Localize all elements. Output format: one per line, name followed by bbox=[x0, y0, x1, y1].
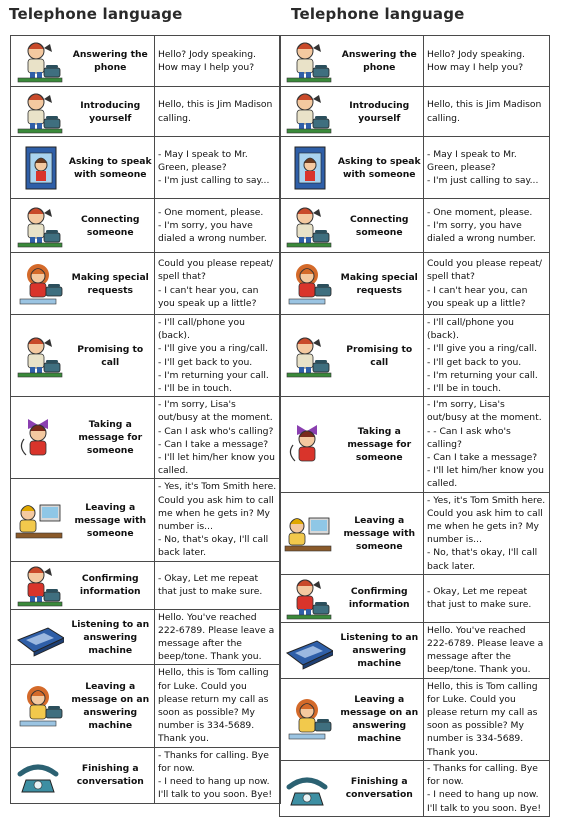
man-with-hat-icon bbox=[283, 575, 333, 621]
answering-machine-icon bbox=[283, 627, 333, 673]
table-row bbox=[280, 574, 550, 622]
man-at-desk-icon bbox=[14, 333, 64, 379]
man-with-handset-icon bbox=[14, 89, 64, 135]
page-title-right: Telephone language bbox=[291, 5, 465, 23]
phrase-text: - I'll call/phone you (back). - I'll give you a ring/call. - I'll get back to you. - I'm returning your call. - I'll be in touch. bbox=[155, 315, 281, 397]
situation-label: Leaving a message with someone bbox=[336, 492, 424, 574]
situation-label: Taking a message for someone bbox=[67, 397, 155, 479]
man-at-phone-icon bbox=[14, 38, 64, 84]
excited-woman-icon bbox=[283, 696, 333, 742]
man-with-hat-icon bbox=[14, 562, 64, 608]
illustration-cell bbox=[11, 253, 67, 315]
phrase-table-right bbox=[279, 35, 550, 817]
table-row bbox=[11, 665, 281, 747]
situation-label: Confirming information bbox=[336, 574, 424, 622]
situation-label: Making special requests bbox=[336, 253, 424, 315]
excited-woman-icon bbox=[14, 683, 64, 729]
girl-with-bow-icon bbox=[283, 421, 333, 467]
table-row bbox=[280, 36, 550, 87]
phrase-text: - Thanks for calling. Bye for now. - I need to hang up now. I'll talk to you soon. Bye! bbox=[155, 747, 281, 803]
phrase-text: - Okay, Let me repeat that just to make sure. bbox=[155, 561, 281, 609]
situation-label: Leaving a message with someone bbox=[67, 479, 155, 561]
illustration-cell bbox=[280, 87, 336, 137]
illustration-cell bbox=[11, 137, 67, 199]
girl-with-bow-icon bbox=[14, 415, 64, 461]
man-at-computer-icon bbox=[14, 497, 64, 543]
phrase-text: - Yes, it's Tom Smith here. Could you ask him to call me when he gets in? My number is... - No, that's okay, I'll call back later. bbox=[155, 479, 281, 561]
illustration-cell bbox=[11, 479, 67, 561]
illustration-cell bbox=[280, 622, 336, 678]
situation-label: Introducing yourself bbox=[336, 87, 424, 137]
table-row bbox=[11, 479, 281, 561]
situation-label: Promising to call bbox=[67, 315, 155, 397]
situation-label: Finishing a conversation bbox=[336, 760, 424, 816]
phrase-text: - May I speak to Mr. Green, please? - I'm just calling to say... bbox=[424, 137, 550, 199]
phrase-text: Hello, this is Jim Madison calling. bbox=[155, 87, 281, 137]
illustration-cell bbox=[280, 492, 336, 574]
illustration-cell bbox=[11, 36, 67, 87]
table-row bbox=[280, 137, 550, 199]
phrase-text: Hello. You've reached 222-6789. Please leave a message after the beep/tone. Thank you. bbox=[424, 622, 550, 678]
illustration-cell bbox=[11, 315, 67, 397]
table-row bbox=[11, 36, 281, 87]
illustration-cell bbox=[11, 747, 67, 803]
table-row bbox=[11, 87, 281, 137]
table-row bbox=[11, 315, 281, 397]
table-row bbox=[280, 87, 550, 137]
situation-label: Taking a message for someone bbox=[336, 397, 424, 492]
situation-label: Listening to an answering machine bbox=[336, 622, 424, 678]
man-dialing-icon bbox=[14, 203, 64, 249]
man-at-phone-icon bbox=[283, 38, 333, 84]
situation-label: Asking to speak with someone bbox=[67, 137, 155, 199]
situation-label: Listening to an answering machine bbox=[67, 609, 155, 665]
woman-on-phone-icon bbox=[283, 261, 333, 307]
illustration-cell bbox=[280, 253, 336, 315]
phrase-text: - One moment, please. - I'm sorry, you have dialed a wrong number. bbox=[424, 199, 550, 253]
illustration-cell bbox=[11, 199, 67, 253]
table-row bbox=[280, 622, 550, 678]
situation-label: Making special requests bbox=[67, 253, 155, 315]
illustration-cell bbox=[280, 315, 336, 397]
situation-label: Finishing a conversation bbox=[67, 747, 155, 803]
situation-label: Answering the phone bbox=[336, 36, 424, 87]
illustration-cell bbox=[280, 574, 336, 622]
illustration-cell bbox=[11, 561, 67, 609]
phrase-text: - One moment, please. - I'm sorry, you have dialed a wrong number. bbox=[155, 199, 281, 253]
illustration-cell bbox=[11, 397, 67, 479]
illustration-cell bbox=[11, 609, 67, 665]
man-at-computer-icon bbox=[283, 510, 333, 556]
situation-label: Leaving a message on an answering machine bbox=[67, 665, 155, 747]
phrase-text: - I'm sorry, Lisa's out/busy at the moment. - - Can I ask who's calling? - Can I take a message? - I'll let him/her know you called. bbox=[424, 397, 550, 492]
illustration-cell bbox=[280, 678, 336, 760]
phrase-text: Hello, this is Tom calling for Luke. Could you please return my call as soon as possible? My number is 334-5689. Thank you. bbox=[155, 665, 281, 747]
phrase-text: Hello? Jody speaking. How may I help you? bbox=[424, 36, 550, 87]
phrase-text: - Yes, it's Tom Smith here. Could you ask him to call me when he gets in? My number is... - No, that's okay, I'll call back later. bbox=[424, 492, 550, 574]
old-telephone-icon bbox=[14, 752, 64, 798]
old-telephone-icon bbox=[283, 765, 333, 811]
phrase-text: Hello. You've reached 222-6789. Please leave a message after the beep/tone. Thank you. bbox=[155, 609, 281, 665]
phrase-text: - Okay, Let me repeat that just to make sure. bbox=[424, 574, 550, 622]
phone-booth-icon bbox=[14, 145, 64, 191]
illustration-cell bbox=[11, 665, 67, 747]
situation-label: Connecting someone bbox=[67, 199, 155, 253]
table-row bbox=[280, 397, 550, 492]
table-row bbox=[11, 199, 281, 253]
table-row bbox=[280, 760, 550, 816]
table-row bbox=[11, 747, 281, 803]
situation-label: Introducing yourself bbox=[67, 87, 155, 137]
illustration-cell bbox=[280, 137, 336, 199]
table-row bbox=[280, 199, 550, 253]
phrase-text: Hello? Jody speaking. How may I help you? bbox=[155, 36, 281, 87]
table-row bbox=[280, 678, 550, 760]
situation-label: Connecting someone bbox=[336, 199, 424, 253]
situation-label: Confirming information bbox=[67, 561, 155, 609]
situation-label: Answering the phone bbox=[67, 36, 155, 87]
phrase-text: Could you please repeat/ spell that? - I can't hear you, can you speak up a little? bbox=[155, 253, 281, 315]
woman-on-phone-icon bbox=[14, 261, 64, 307]
situation-label: Leaving a message on an answering machine bbox=[336, 678, 424, 760]
illustration-cell bbox=[280, 36, 336, 87]
table-row bbox=[11, 137, 281, 199]
illustration-cell bbox=[280, 199, 336, 253]
answering-machine-icon bbox=[14, 614, 64, 660]
phrase-text: - I'm sorry, Lisa's out/busy at the moment. - Can I ask who's calling? - Can I take a message? - I'll let him/her know you called. bbox=[155, 397, 281, 479]
table-row bbox=[11, 609, 281, 665]
phrase-text: Hello, this is Tom calling for Luke. Could you please return my call as soon as possible? My number is 334-5689. Thank you. bbox=[424, 678, 550, 760]
illustration-cell bbox=[280, 397, 336, 492]
table-row bbox=[11, 253, 281, 315]
phrase-text: - May I speak to Mr. Green, please? - I'm just calling to say... bbox=[155, 137, 281, 199]
situation-label: Promising to call bbox=[336, 315, 424, 397]
table-row bbox=[11, 397, 281, 479]
man-with-handset-icon bbox=[283, 89, 333, 135]
phrase-text: Hello, this is Jim Madison calling. bbox=[424, 87, 550, 137]
table-row bbox=[280, 253, 550, 315]
table-row bbox=[280, 492, 550, 574]
table-row bbox=[280, 315, 550, 397]
phrase-table-left bbox=[10, 35, 281, 804]
page-title-left: Telephone language bbox=[9, 5, 183, 23]
phone-booth-icon bbox=[283, 145, 333, 191]
illustration-cell bbox=[280, 760, 336, 816]
situation-label: Asking to speak with someone bbox=[336, 137, 424, 199]
man-dialing-icon bbox=[283, 203, 333, 249]
phrase-text: - Thanks for calling. Bye for now. - I need to hang up now. I'll talk to you soon. Bye! bbox=[424, 760, 550, 816]
illustration-cell bbox=[11, 87, 67, 137]
man-at-desk-icon bbox=[283, 333, 333, 379]
table-row bbox=[11, 561, 281, 609]
phrase-text: Could you please repeat/ spell that? - I can't hear you, can you speak up a little? bbox=[424, 253, 550, 315]
phrase-text: - I'll call/phone you (back). - I'll give you a ring/call. - I'll get back to you. - I'm returning your call. - I'll be in touch. bbox=[424, 315, 550, 397]
